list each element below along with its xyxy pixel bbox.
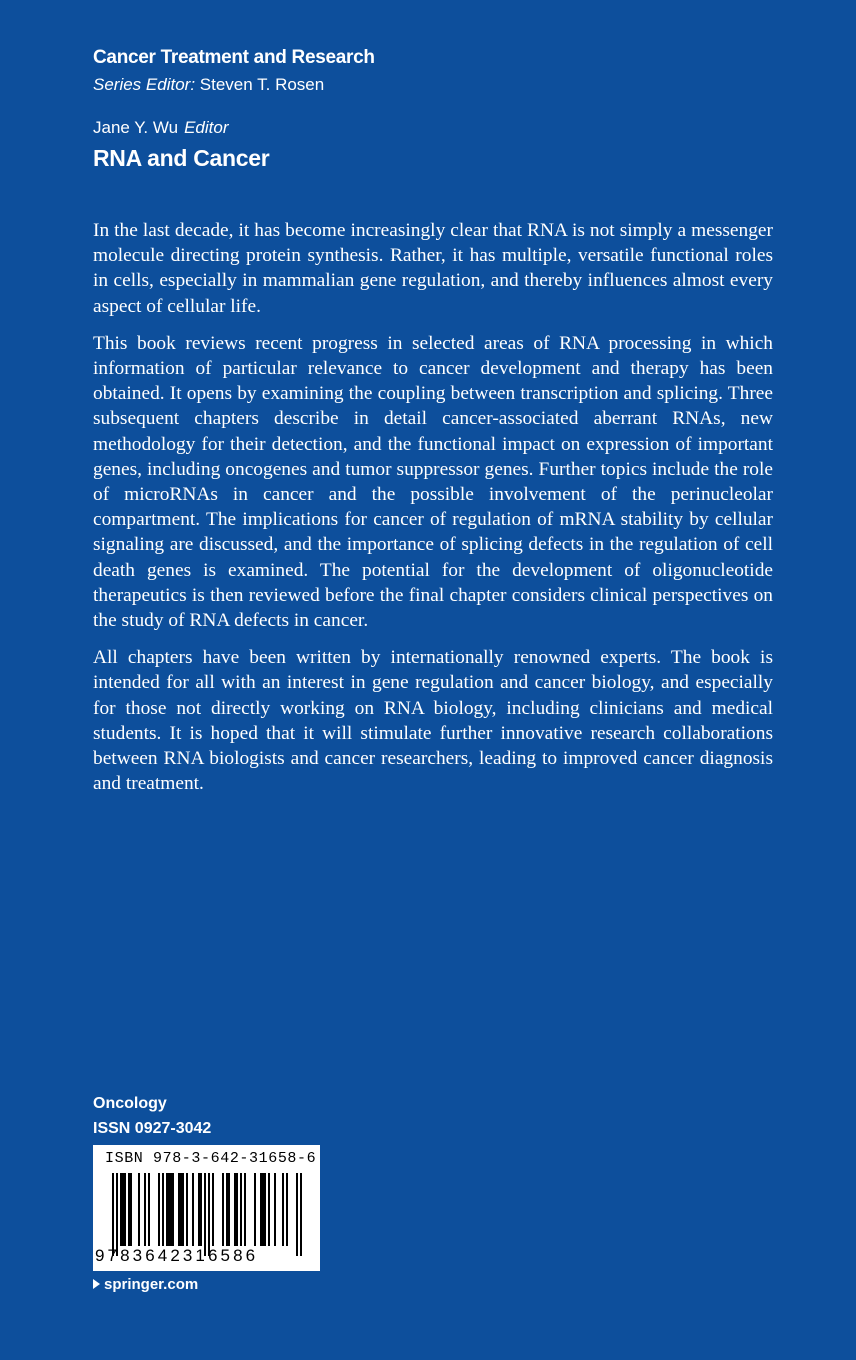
book-editor-name: Jane Y. Wu [93,118,179,137]
isbn-text: ISBN 978-3-642-31658-6 [105,1150,317,1167]
barcode-bar [254,1173,256,1246]
barcode-bar [120,1173,122,1246]
barcode-bar [112,1173,114,1256]
barcode-bar [286,1173,288,1246]
barcode-bar [130,1173,132,1246]
barcode-bar [236,1173,238,1246]
barcode-bar [180,1173,182,1246]
barcode-bar [186,1173,188,1246]
barcode-bar [166,1173,168,1246]
barcode-bar [264,1173,266,1246]
barcode-bar [128,1173,130,1246]
barcode-bar [200,1173,202,1246]
barcode-bar [226,1173,228,1246]
barcode-bar [244,1173,246,1246]
barcode-bar [240,1173,242,1246]
barcode-bar [274,1173,276,1246]
barcode-bar [124,1173,126,1246]
book-editor-role: Editor [184,118,229,137]
barcode-bar [122,1173,124,1246]
barcode-bar [162,1173,164,1246]
series-editor-label: Series Editor: [93,75,196,94]
barcode-bar [208,1173,210,1256]
barcode-bar [204,1173,206,1256]
issn: ISSN 0927-3042 [93,1120,212,1137]
barcode-bar [262,1173,264,1246]
barcode-bar [300,1173,302,1256]
isbn-barcode [93,1145,320,1271]
barcode-bar [192,1173,194,1246]
blurb-paragraph: All chapters have been written by internationally renowned experts. The book is intended for all with an interest in gene regulation and cancer biology, and especially for those not directly working on RNA biology, including clinicians and medical students. It is hoped that it will stimulate further innovative research collaborations between RNA biologists and cancer researchers, leading to improved cancer diagnosis and treatment. [93,647,773,795]
barcode-bar [212,1173,214,1246]
book-editor [93,118,229,138]
blurb-paragraph: This book reviews recent progress in selected areas of RNA processing in which information of particular relevance to cancer development and therapy has been obtained. It opens by examining the coupling between transcription and splicing. Three subsequent chapters describe in detail cancer-associated aberrant RNAs, new methodology for their detection, and the functional impact on expression of important genes, including oncogenes and tumor suppressor genes. Further topics include the role of microRNAs in cancer and the possible involvement of the perinucleolar compartment. The implications for cancer of regulation of mRNA stability by cellular signaling are discussed, and the importance of splicing defects in the regulation of cell death genes is examined. The potential for the development of oligonucleotide therapeutics is then reviewed before the final chapter considers clinical perspectives on the study of RNA defects in cancer. [93,332,773,632]
barcode-bar [260,1173,262,1246]
barcode-bar [138,1173,140,1246]
blurb [93,218,773,808]
series-editor [93,75,324,95]
barcode-bar [172,1173,174,1246]
barcode-bar [228,1173,230,1246]
barcode-digits: 9783642316586 [95,1246,259,1265]
book-title: RNA and Cancer [93,145,270,171]
barcode-bar [182,1173,184,1246]
barcode-bar [148,1173,150,1246]
barcode-bar [116,1173,118,1256]
series-editor-name: Steven T. Rosen [199,75,325,94]
barcode-bar [168,1173,170,1246]
barcode-bar [268,1173,270,1246]
barcode-bar [144,1173,146,1246]
barcode-bar [282,1173,284,1246]
barcode-bar [222,1173,224,1246]
blurb-paragraph: In the last decade, it has become increasingly clear that RNA is not simply a messenger molecule directing protein synthesis. Rather, it has multiple, versatile functional roles in cells, especially in mammalian gene regulation, and thereby influences almost every aspect of cellular life. [93,220,773,317]
series-title: Cancer Treatment and Research [93,47,375,68]
subject-category: Oncology [93,1095,167,1112]
barcode-bar [178,1173,180,1246]
barcode-bar [296,1173,298,1256]
barcode-bar [234,1173,236,1246]
publisher-website[interactable] [93,1276,198,1293]
barcode-bar [158,1173,160,1246]
arrow-right-icon [93,1279,100,1289]
website-text: springer.com [104,1276,199,1293]
barcode-bar [198,1173,200,1246]
barcode-bar [170,1173,172,1246]
